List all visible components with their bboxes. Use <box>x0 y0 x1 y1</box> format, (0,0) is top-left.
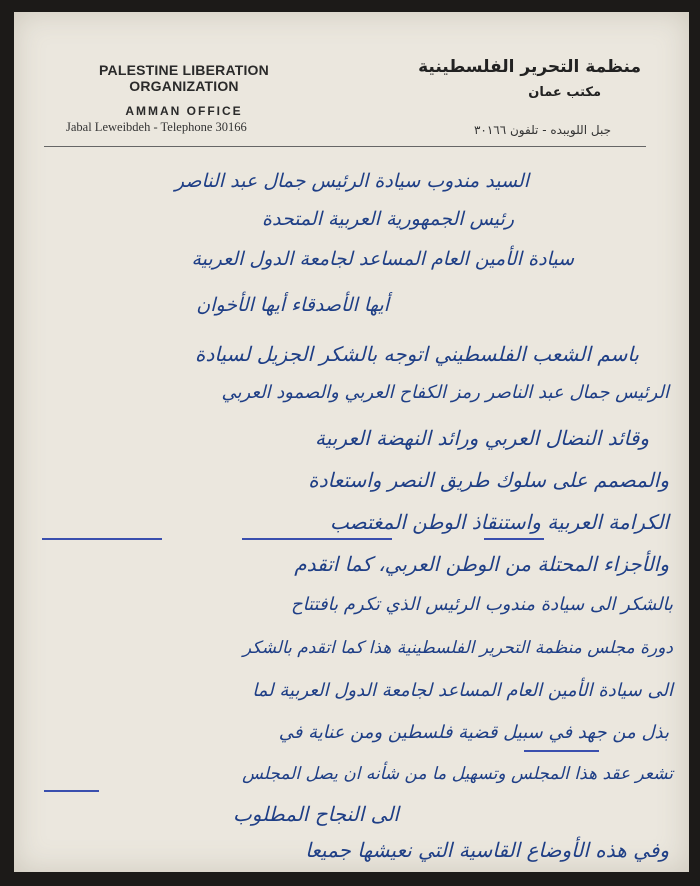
letter-sheet <box>14 12 689 872</box>
office-name-arabic: مكتب عمان <box>528 85 601 100</box>
handwritten-line: الرئيس جمال عبد الناصر رمز الكفاح العربي والصمود العربي <box>221 382 669 403</box>
handwritten-line: دورة مجلس منظمة التحرير الفلسطينية هذا كما اتقدم بالشكر <box>242 638 673 658</box>
handwritten-line: الى سيادة الأمين العام المساعد لجامعة الدول العربية لما <box>252 680 673 701</box>
handwritten-line: رئيس الجمهورية العربية المتحدة <box>262 208 514 230</box>
emphasis-underline <box>242 538 392 540</box>
handwritten-line: بالشكر الى سيادة مندوب الرئيس الذي تكرم بافتتاح <box>291 594 673 615</box>
emphasis-underline <box>42 538 162 540</box>
address-arabic: جبل اللويبده - تلفون ٣٠١٦٦ <box>473 123 611 137</box>
letterhead-english <box>54 62 314 134</box>
handwritten-line: وفي هذه الأوضاع القاسية التي نعيشها جميعا <box>305 838 669 862</box>
handwritten-line: سيادة الأمين العام المساعد لجامعة الدول العربية <box>191 248 574 270</box>
letterhead-divider <box>44 146 646 147</box>
handwritten-line: الكرامة العربية واستنقاذ الوطن المغتصب <box>330 510 669 534</box>
handwritten-line: والأجزاء المحتلة من الوطن العربي، كما اتقدم <box>294 552 669 576</box>
handwritten-line: بذل من جهد في سبيل قضية فلسطين ومن عناية في <box>278 722 669 743</box>
handwritten-line: أيها الأصدقاء أيها الأخوان <box>196 294 389 316</box>
letterhead-arabic <box>401 57 641 137</box>
emphasis-underline <box>524 750 599 752</box>
office-name-english: AMMAN OFFICE <box>125 104 243 118</box>
handwritten-line: وقائد النضال العربي ورائد النهضة العربية <box>315 426 649 450</box>
handwritten-line: الى النجاح المطلوب <box>232 802 399 826</box>
organization-name-arabic: منظمة التحرير الفلسطينية <box>418 57 641 77</box>
emphasis-underline <box>484 538 544 540</box>
emphasis-underline <box>44 790 99 792</box>
address-english: Jabal Leweibdeh - Telephone 30166 <box>66 120 247 134</box>
handwritten-line: باسم الشعب الفلسطيني اتوجه بالشكر الجزيل لسيادة <box>194 342 639 366</box>
organization-name-english: PALESTINE LIBERATION ORGANIZATION <box>99 62 269 94</box>
handwritten-line: تشعر عقد هذا المجلس وتسهيل ما من شأنه ان يصل المجلس <box>242 764 673 784</box>
handwritten-line: والمصمم على سلوك طريق النصر واستعادة <box>308 468 669 492</box>
handwritten-line: السيد مندوب سيادة الرئيس جمال عبد الناصر <box>174 170 529 192</box>
